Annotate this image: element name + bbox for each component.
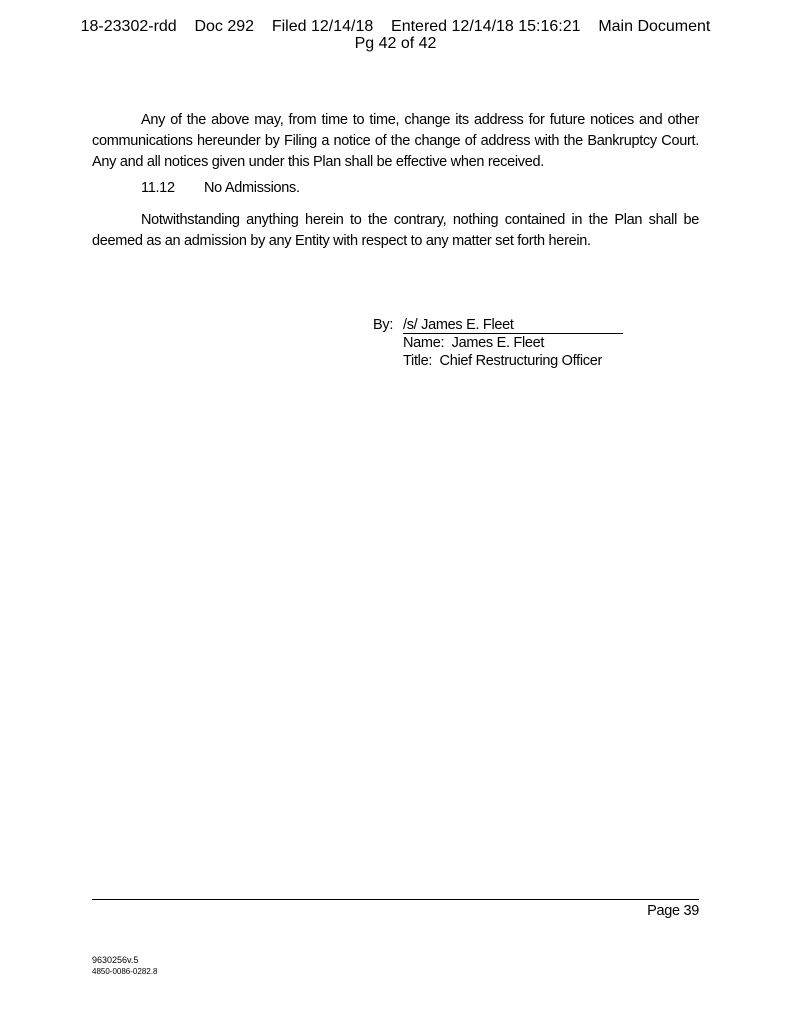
notice-paragraph bbox=[92, 110, 699, 173]
section-title: No Admissions. bbox=[204, 180, 300, 196]
signatory-title: Title: Chief Restructuring Officer bbox=[403, 353, 603, 369]
section-number: 11.12 bbox=[141, 180, 175, 196]
no-admissions-text: Notwithstanding anything herein to the contrary, nothing contained in the Plan shall be deemed as an admission by any Entity with respect to any matter set forth herein. bbox=[92, 212, 699, 249]
footer-divider bbox=[92, 899, 699, 900]
no-admissions-paragraph bbox=[92, 210, 699, 252]
signature-by-label: By: bbox=[373, 317, 394, 333]
document-id: 9630256v.5 bbox=[92, 955, 139, 965]
signature-line bbox=[403, 317, 623, 334]
document-id-secondary: 4850-0086-0282.8 bbox=[92, 967, 158, 976]
page-number: Page 39 bbox=[647, 903, 699, 919]
docket-page-count: Pg 42 of 42 bbox=[354, 35, 437, 52]
signature-by-row bbox=[373, 316, 623, 334]
notice-paragraph-text: Any of the above may, from time to time, change its address for future notices and other communications hereunder by Filing a notice of the change of address with the Bankruptcy Court. Any and all notices given under this Plan shall be effective when received. bbox=[92, 112, 699, 170]
signatory-name: Name: James E. Fleet bbox=[403, 335, 545, 351]
section-heading bbox=[141, 178, 300, 199]
docket-header-line: 18-23302-rdd Doc 292 Filed 12/14/18 Entered 12/14/18 15:16:21 Main Document bbox=[80, 18, 711, 35]
signature-text: /s/ James E. Fleet bbox=[403, 317, 514, 333]
